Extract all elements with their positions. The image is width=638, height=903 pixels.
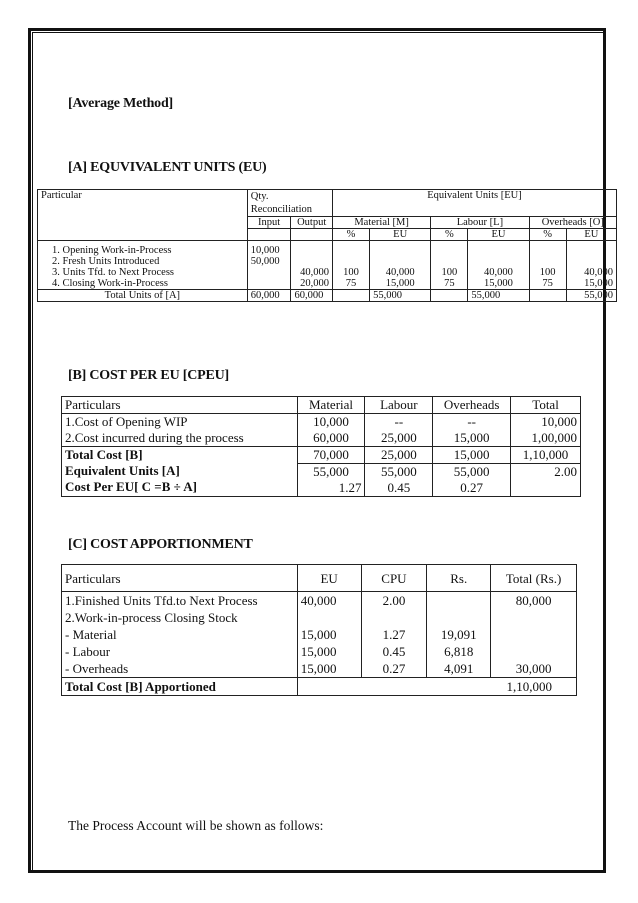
table-row: 4. Closing Work-in-Process 20,000 75 15,000 75 15,000 75 15,000 xyxy=(38,278,617,290)
table-row: 1. Opening Work-in-Process 10,000 xyxy=(38,245,617,256)
header-eu: EU xyxy=(370,229,431,241)
header-overheads: Overheads [O] xyxy=(529,217,616,229)
table-row: 1.Cost of Opening WIP 2.Cost incurred during the process 10,000 60,000 -- 25,000 -- 15,000 10,000 1,00,000 xyxy=(62,414,581,447)
table-row: 55,000 1.27 55,000 0.45 55,000 0.27 2.00 xyxy=(62,464,581,497)
equivalent-units-table xyxy=(37,189,617,302)
footer-text: The Process Account will be shown as follows: xyxy=(68,818,324,833)
header-labour: Labour [L] xyxy=(431,217,529,229)
cost-apportionment-table xyxy=(61,564,577,696)
total-row: Total Units of [A] 60,000 60,000 55,000 55,000 55,000 xyxy=(38,289,617,301)
header-input: Input xyxy=(247,217,291,229)
header-output: Output xyxy=(291,217,333,229)
section-c-heading: [C] COST APPORTIONMENT xyxy=(68,537,253,552)
section-b-heading: [B] COST PER EU [CPEU] xyxy=(68,368,230,383)
table-row: Total Cost [B] Equivalent Units [A] Cost Per EU[ C =B ÷ A] 70,000 25,000 15,000 1,10,000 xyxy=(62,447,581,464)
table-row: 3. Units Tfd. to Next Process 40,000 100 40,000 100 40,000 100 40,000 xyxy=(38,267,617,278)
header-material: Material [M] xyxy=(332,217,430,229)
header-pct: % xyxy=(332,229,369,241)
header-particular: Particular xyxy=(38,190,248,241)
header-pct: % xyxy=(431,229,468,241)
header-equivalent-units: Equivalent Units [EU] xyxy=(332,190,616,217)
header-eu: EU xyxy=(566,229,616,241)
section-a-heading: [A] EQUVIVALENT UNITS (EU) xyxy=(68,160,267,175)
method-title: [Average Method] xyxy=(68,96,173,111)
cost-per-eu-table xyxy=(61,396,581,497)
table-row: 1.Finished Units Tfd.to Next Process 2.Work-in-process Closing Stock - Material - Labour - Overheads 40,000 15,000 15,000 15,000 2.00 1.27 0.45 0.27 19,091 6,818 4,091 80,000 30,000 xyxy=(62,592,577,678)
table-row: 2. Fresh Units Introduced 50,000 xyxy=(38,256,617,267)
total-row: Total Cost [B] Apportioned 1,10,000 xyxy=(62,678,577,696)
header-qty: Qty. Reconciliation xyxy=(247,190,332,217)
header-eu: EU xyxy=(468,229,529,241)
table-header-row: Particulars EU CPU Rs. Total (Rs.) xyxy=(62,565,577,592)
header-pct: % xyxy=(529,229,566,241)
table-header-row: Particulars Material Labour Overheads Total xyxy=(62,397,581,414)
